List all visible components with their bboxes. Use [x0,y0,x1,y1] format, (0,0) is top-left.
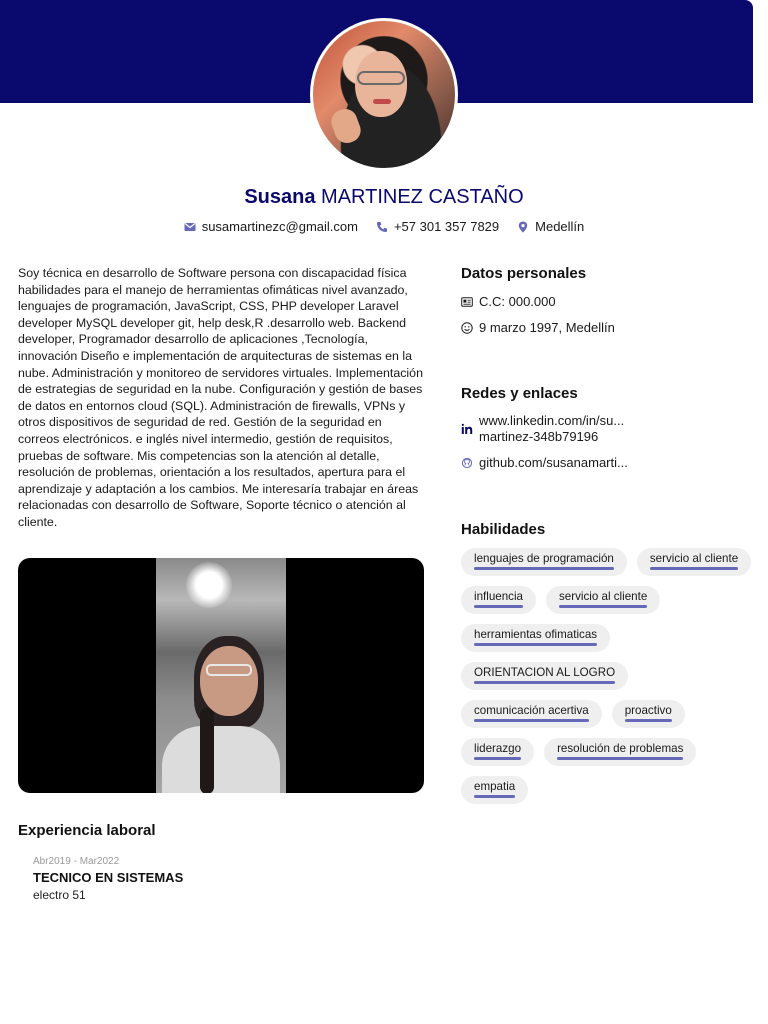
skill-level-bar [474,567,614,570]
skill-level-bar [474,681,615,684]
smiley-icon [461,322,473,334]
skill-level-bar [474,719,589,722]
contact-bar [0,219,768,234]
skill-chip: lenguajes de programación [461,548,627,576]
skills-heading: Habilidades [461,521,546,538]
personal-birth-row [461,320,615,336]
email-text: susamartinezc@gmail.com [201,219,358,234]
phone-text: +57 301 357 7829 [393,219,500,234]
skill-chip: herramientas ofimaticas [461,624,610,652]
linkedin-icon [461,423,473,435]
skill-level-bar [650,567,738,570]
phone-icon [376,221,388,233]
experience-heading: Experiencia laboral [18,822,156,839]
skill-level-bar [474,757,521,760]
personal-data-heading: Datos personales [461,265,587,282]
first-name: Susana [244,186,316,208]
experience-dates: Abr2019 - Mar2022 [33,856,120,867]
skill-chip: influencia [461,586,536,614]
personal-id-row [461,294,556,310]
contact-email[interactable] [184,219,358,234]
profile-summary: Soy técnica en desarrollo de Software persona con discapacidad física habilidades para el manejo de herramientas ofimáticas nivel avanzado, lenguajes de programación, JavaScript, CSS, PHP developer Laravel developer MySQL developer git, help desk,R .desarrollo web. Backend developer, Programador desarrollo de aplicaciones ,Tecnología, innovación Diseño e implementación de arquitecturas de sistemas en la nube. Administración y monitoreo de servidores virtuales. Implementación de estrategias de seguridad en la nube. Configuración y gestión de bases de datos en entornos cloud (SQL). Administración de firewalls, VPNs y otros dispositivos de seguridad de red. Gestión de la seguridad en correos electrónicos. e inglés nivel intermedio, gestión de requisitos, pruebas de software. Mis competencias son la atención al detalle, resolución de problemas, orientación a los resultados, apertura para el aprendizaje y adaptación a los cambios. Me interesaría trabajar en áreas relacionadas con desarrollo de Software, Soporte técnico o atención al cliente. [18,266,423,529]
full-name [0,186,768,209]
skill-chip: servicio al cliente [637,548,751,576]
personal-id-text: C.C: 000.000 [479,294,556,309]
location-pin-icon [517,221,529,233]
skill-level-bar [559,605,647,608]
last-name: MARTINEZ CASTAÑO [321,186,524,208]
linkedin-link[interactable] [461,413,624,445]
video-player[interactable] [18,558,424,793]
skill-level-bar [557,757,683,760]
github-text: github.com/susanamarti... [479,455,628,470]
skill-chip: proactivo [612,700,685,728]
github-link[interactable] [461,455,628,471]
skill-chip: liderazgo [461,738,534,766]
skill-level-bar [625,719,672,722]
skill-level-bar [474,795,515,798]
linkedin-url-line1: www.linkedin.com/in/su... [479,413,625,428]
skill-chip: comunicación acertiva [461,700,602,728]
id-card-icon [461,296,473,308]
skill-chip: servicio al cliente [546,586,660,614]
links-heading: Redes y enlaces [461,385,578,402]
skill-chip: resolución de problemas [544,738,696,766]
profile-photo [310,18,458,171]
city-text: Medellín [535,219,585,234]
skill-chip: ORIENTACION AL LOGRO [461,662,628,690]
linkedin-text [479,413,624,445]
contact-phone[interactable] [376,219,499,234]
envelope-icon [184,221,196,233]
experience-company: electro 51 [33,888,86,902]
github-icon [461,457,473,469]
experience-role: TECNICO EN SISTEMAS [33,870,184,885]
contact-city [517,219,584,234]
video-frame [156,558,286,793]
personal-birth-text: 9 marzo 1997, Medellín [479,320,615,335]
skill-level-bar [474,605,523,608]
linkedin-url-line2: martinez-348b79196 [479,429,599,444]
skill-level-bar [474,643,597,646]
skills-list [461,548,766,804]
skill-chip: empatia [461,776,528,804]
